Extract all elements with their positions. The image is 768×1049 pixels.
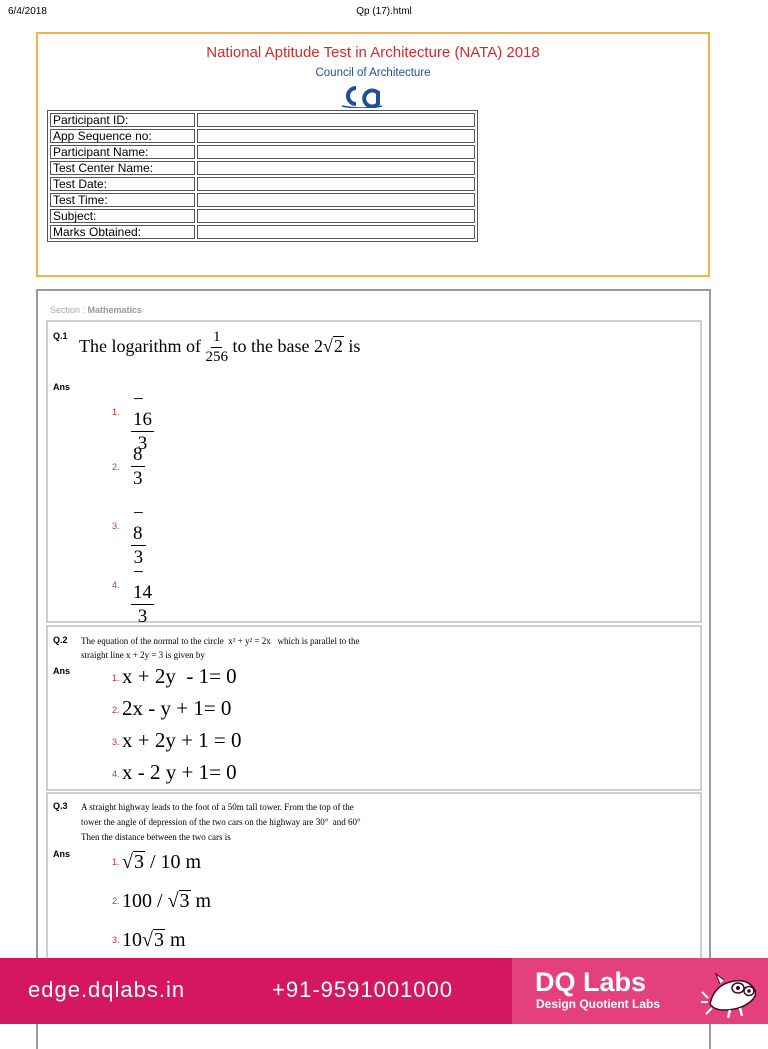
option-number: 4. [112,769,120,779]
info-label: Marks Obtained: [50,225,195,239]
participant-info-table [47,110,478,242]
question-text-part: The logarithm of [79,335,201,356]
info-row [50,193,475,207]
sqrt-symbol: √ [142,929,153,951]
option-number: 2. [112,462,120,472]
option-expression [122,851,201,874]
fraction-denominator: 3 [137,432,148,454]
info-row [50,145,475,159]
info-value [197,161,475,175]
question-line: straight line x + 2y = 3 is given by [81,650,205,660]
info-value [197,209,475,223]
info-value [197,225,475,239]
fraction-numerator: − 14 [133,562,152,603]
angle-value: 60° [348,817,361,827]
section-mathematics [36,289,711,1049]
fraction [205,330,228,366]
sqrt-symbol: √ [167,890,179,912]
info-value [197,177,475,191]
question-text-part: to the base [232,335,310,356]
brand-name: DQ Labs [535,967,647,997]
brand-tagline: Design Quotient Labs [536,997,661,1011]
question-text-part: which is parallel to the [277,636,360,646]
info-value [197,129,475,143]
info-value [197,193,475,207]
question-2 [46,625,702,791]
option-fraction [131,445,145,489]
info-row [50,209,475,223]
answer-label: Ans [53,666,71,676]
sqrt-symbol: √ [122,851,133,873]
option-text: 10 [122,929,142,951]
question-number: Q.3 [53,801,68,811]
section-label [50,305,142,315]
option-number: 3. [112,737,120,747]
info-row [50,113,475,127]
option-text: x + 2y + 1 = 0 [122,728,242,752]
option-text: x + 2y - 1= 0 [122,664,237,688]
option-number: 2. [112,896,120,906]
info-label: Test Time: [50,193,195,207]
circle-equation: x² + y² = 2x [228,636,271,646]
option-number: 3. [112,935,120,945]
fraction-numerator: − 16 [133,389,152,430]
option-text: / 10 m [144,851,202,873]
option-number: 2. [112,705,120,715]
option-text: 100 / [122,890,168,912]
info-value [197,113,475,127]
fraction-numerator: − 8 [133,503,144,544]
section-name: Mathematics [87,305,143,315]
question-text-part: is [348,335,361,356]
question-line [81,634,360,648]
info-row [50,129,475,143]
dq-mascot-icon [700,964,764,1020]
base-coefficient: 2 [313,335,323,356]
print-file-name: Qp (17).html [356,6,412,17]
info-label: Test Center Name: [50,161,195,175]
option-text: m [190,890,212,912]
info-label: Subject: [50,209,195,223]
radicand: 2 [333,335,343,356]
radicand: 3 [153,929,164,951]
info-label: Participant ID: [50,113,195,127]
info-row [50,161,475,175]
answer-label: Ans [53,849,71,859]
question-line: A straight highway leads to the foot of a 50m tall tower. From the top of the [81,802,354,812]
option-fraction [131,563,154,627]
question-text [81,634,360,662]
option-expression [122,929,186,952]
info-row [50,177,475,191]
info-value [197,145,475,159]
answer-label: Ans [53,382,71,392]
footer-phone: +91-9591001000 [272,977,453,1002]
fraction-numerator: 8 [133,444,143,465]
exam-title: National Aptitude Test in Architecture (NATA) 2018 [206,44,540,61]
footer-banner [0,958,768,1024]
fraction-denominator: 256 [205,348,228,365]
option-fraction [131,504,146,568]
option-expression [122,890,211,913]
question-1 [46,320,702,627]
question-number: Q.2 [53,635,68,645]
radicand: 3 [179,890,190,912]
fraction-denominator: 3 [137,605,148,627]
coa-logo-icon [340,84,384,108]
option-text: 2x - y + 1= 0 [122,696,232,720]
info-label: Test Date: [50,177,195,191]
question-text-part: tower the angle of depression of the two cars on the highway are [81,817,314,827]
question-line [81,815,361,830]
info-row [50,225,475,239]
fraction-denominator: 3 [133,467,143,489]
print-header [0,0,768,18]
question-line: Then the distance between the two cars is [81,832,231,842]
fraction-denominator: 3 [133,546,144,568]
section-prefix: Section : [50,305,86,315]
print-date: 6/4/2018 [8,6,47,17]
option-number: 4. [112,580,120,590]
info-label: App Sequence no: [50,129,195,143]
option-number: 3. [112,521,120,531]
question-text [81,800,361,845]
option-number: 1. [112,673,120,683]
candidate-header [36,32,710,277]
question-text-part: and [332,817,346,827]
fraction-numerator: 1 [211,330,223,348]
info-label: Participant Name: [50,145,195,159]
option-number: 1. [112,407,120,417]
option-text: x - 2 y + 1= 0 [122,760,237,784]
angle-value: 30° [315,817,329,827]
question-text-part: The equation of the normal to the circle [81,636,224,646]
option-number: 1. [112,857,120,867]
footer-website-link[interactable]: edge.dqlabs.in [28,977,186,1002]
question-number: Q.1 [53,331,68,341]
council-name: Council of Architecture [315,67,431,79]
question-text [79,330,360,366]
sqrt-symbol: √ [322,335,333,356]
option-text: m [164,929,186,951]
radicand: 3 [133,851,144,873]
